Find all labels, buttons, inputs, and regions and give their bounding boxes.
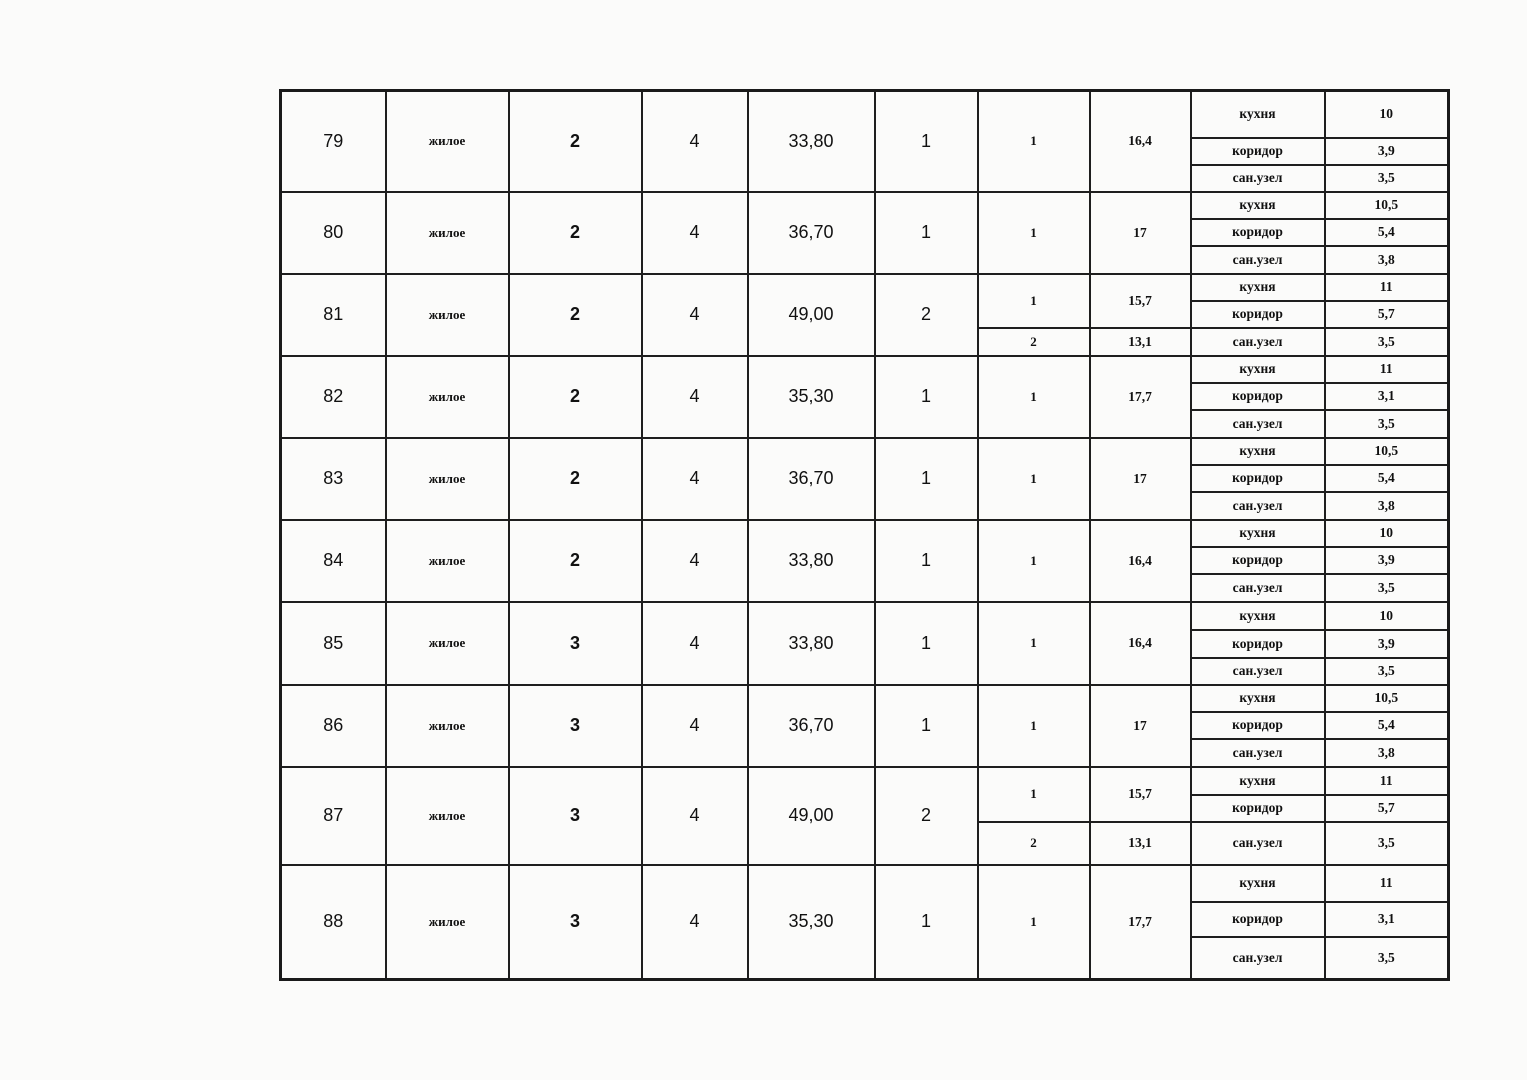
table-row [281,274,1449,301]
aux-room-area: 10,5 [1325,685,1449,712]
section-number: 3 [509,602,642,685]
aux-room-area: 10,5 [1325,438,1449,465]
room-number: 1 [978,767,1090,822]
aux-room-name: кухня [1191,767,1325,795]
aux-room-area: 3,5 [1325,937,1449,980]
aux-room-area: 11 [1325,274,1449,301]
aux-room-name: коридор [1191,383,1325,410]
aux-room-name: коридор [1191,547,1325,574]
aux-room-area: 3,5 [1325,822,1449,865]
table-row [281,438,1449,465]
aux-room-area: 3,5 [1325,328,1449,356]
floor-number: 4 [642,685,748,767]
aux-room-area: 11 [1325,356,1449,383]
apartment-type: жилое [386,356,509,438]
aux-room-area: 5,7 [1325,301,1449,328]
aux-room-name: коридор [1191,630,1325,658]
room-number: 1 [978,438,1090,520]
total-area: 33,80 [748,602,875,685]
room-number: 1 [978,356,1090,438]
aux-room-name: коридор [1191,902,1325,937]
room-area: 13,1 [1090,822,1191,865]
total-area: 35,30 [748,356,875,438]
apartment-number: 82 [281,356,386,438]
aux-room-name: коридор [1191,465,1325,492]
room-area: 16,4 [1090,520,1191,602]
aux-room-area: 3,5 [1325,165,1449,192]
aux-room-area: 5,4 [1325,219,1449,246]
apartment-type: жилое [386,520,509,602]
apartment-type: жилое [386,865,509,980]
room-area: 15,7 [1090,767,1191,822]
total-area: 36,70 [748,192,875,274]
apartments-table [279,89,1450,981]
aux-room-name: сан.узел [1191,246,1325,274]
section-number: 2 [509,520,642,602]
floor-number: 4 [642,865,748,980]
room-number: 1 [978,91,1090,192]
apartment-number: 88 [281,865,386,980]
aux-room-name: коридор [1191,301,1325,328]
aux-room-area: 3,9 [1325,138,1449,165]
aux-room-area: 3,1 [1325,902,1449,937]
aux-room-name: сан.узел [1191,822,1325,865]
apartment-number: 81 [281,274,386,356]
apartment-number: 84 [281,520,386,602]
total-area: 49,00 [748,767,875,865]
total-area: 36,70 [748,685,875,767]
apartment-number: 80 [281,192,386,274]
aux-room-name: кухня [1191,438,1325,465]
floor-number: 4 [642,767,748,865]
apartment-type: жилое [386,767,509,865]
aux-room-area: 10 [1325,520,1449,547]
table-row [281,356,1449,383]
floor-number: 4 [642,520,748,602]
aux-room-name: сан.узел [1191,165,1325,192]
aux-room-name: сан.узел [1191,937,1325,980]
rooms-count: 2 [875,274,978,356]
total-area: 35,30 [748,865,875,980]
apartment-type: жилое [386,602,509,685]
aux-room-area: 3,8 [1325,739,1449,767]
aux-room-area: 3,5 [1325,658,1449,685]
table-row [281,865,1449,902]
floor-number: 4 [642,602,748,685]
room-area: 15,7 [1090,274,1191,328]
aux-room-name: сан.узел [1191,574,1325,602]
room-number: 2 [978,328,1090,356]
aux-room-area: 5,4 [1325,712,1449,739]
aux-room-area: 11 [1325,865,1449,902]
room-area: 16,4 [1090,602,1191,685]
total-area: 33,80 [748,91,875,192]
rooms-count: 2 [875,767,978,865]
aux-room-area: 10,5 [1325,192,1449,219]
section-number: 2 [509,91,642,192]
aux-room-name: кухня [1191,356,1325,383]
rooms-count: 1 [875,602,978,685]
rooms-count: 1 [875,520,978,602]
apartment-number: 79 [281,91,386,192]
apartment-type: жилое [386,91,509,192]
aux-room-name: кухня [1191,685,1325,712]
aux-room-name: кухня [1191,91,1325,138]
aux-room-area: 10 [1325,602,1449,630]
rooms-count: 1 [875,192,978,274]
aux-room-name: коридор [1191,138,1325,165]
aux-room-area: 11 [1325,767,1449,795]
apartment-number: 85 [281,602,386,685]
table-row [281,602,1449,630]
table-row [281,685,1449,712]
aux-room-name: сан.узел [1191,328,1325,356]
room-area: 13,1 [1090,328,1191,356]
table-row [281,520,1449,547]
apartment-number: 86 [281,685,386,767]
room-number: 1 [978,865,1090,980]
aux-room-area: 3,9 [1325,630,1449,658]
aux-room-name: кухня [1191,520,1325,547]
apartment-number: 87 [281,767,386,865]
room-number: 1 [978,685,1090,767]
aux-room-area: 3,8 [1325,246,1449,274]
total-area: 36,70 [748,438,875,520]
aux-room-area: 3,9 [1325,547,1449,574]
section-number: 3 [509,767,642,865]
room-area: 17 [1090,685,1191,767]
aux-room-name: сан.узел [1191,739,1325,767]
rooms-count: 1 [875,438,978,520]
table-row [281,192,1449,219]
room-area: 17,7 [1090,865,1191,980]
aux-room-area: 3,5 [1325,410,1449,438]
room-number: 1 [978,274,1090,328]
room-number: 1 [978,602,1090,685]
rooms-count: 1 [875,91,978,192]
aux-room-name: сан.узел [1191,658,1325,685]
section-number: 2 [509,356,642,438]
aux-room-area: 3,1 [1325,383,1449,410]
table-row [281,767,1449,795]
room-number: 2 [978,822,1090,865]
aux-room-name: сан.узел [1191,410,1325,438]
room-number: 1 [978,520,1090,602]
floor-number: 4 [642,274,748,356]
room-area: 17,7 [1090,356,1191,438]
aux-room-area: 10 [1325,91,1449,138]
floor-number: 4 [642,356,748,438]
aux-room-name: кухня [1191,602,1325,630]
apartment-type: жилое [386,274,509,356]
aux-room-name: кухня [1191,274,1325,301]
section-number: 3 [509,865,642,980]
floor-number: 4 [642,91,748,192]
total-area: 49,00 [748,274,875,356]
aux-room-name: кухня [1191,192,1325,219]
section-number: 2 [509,438,642,520]
room-area: 17 [1090,438,1191,520]
aux-room-name: сан.узел [1191,492,1325,520]
section-number: 3 [509,685,642,767]
section-number: 2 [509,274,642,356]
apartment-type: жилое [386,438,509,520]
room-number: 1 [978,192,1090,274]
rooms-count: 1 [875,865,978,980]
room-area: 17 [1090,192,1191,274]
aux-room-area: 3,8 [1325,492,1449,520]
room-area: 16,4 [1090,91,1191,192]
rooms-count: 1 [875,685,978,767]
apartment-type: жилое [386,685,509,767]
total-area: 33,80 [748,520,875,602]
aux-room-area: 3,5 [1325,574,1449,602]
apartment-type: жилое [386,192,509,274]
floor-number: 4 [642,438,748,520]
section-number: 2 [509,192,642,274]
rooms-count: 1 [875,356,978,438]
aux-room-area: 5,7 [1325,795,1449,822]
aux-room-area: 5,4 [1325,465,1449,492]
aux-room-name: коридор [1191,795,1325,822]
floor-number: 4 [642,192,748,274]
aux-room-name: коридор [1191,219,1325,246]
aux-room-name: коридор [1191,712,1325,739]
apartment-number: 83 [281,438,386,520]
aux-room-name: кухня [1191,865,1325,902]
table-row [281,91,1449,138]
